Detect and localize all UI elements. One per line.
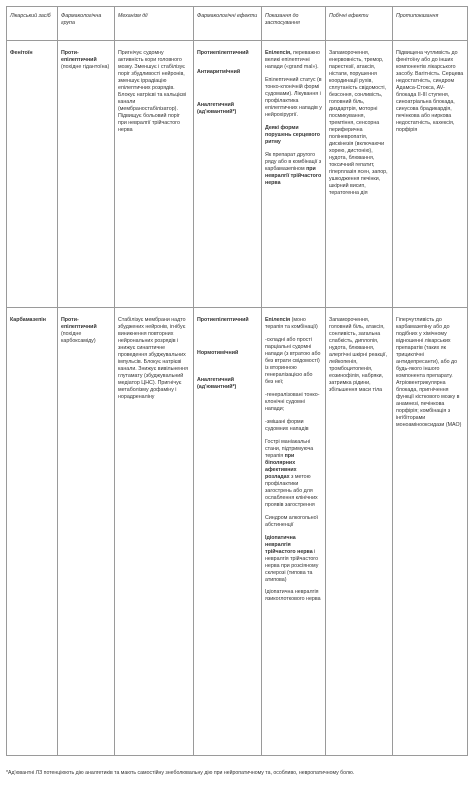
indication-item: Гострі маніакальні стани, підтримуюча терапія при біполярних афективних розладах з метою профілактики загострень або для ослаблення клінічних проявів загострення (265, 438, 318, 508)
group-cell (58, 41, 115, 308)
group-label: Проти-епілептичний (61, 317, 97, 330)
contraindications-cell (393, 308, 468, 756)
side-effects-cell (326, 41, 393, 308)
header-group: Фармакологічна група (58, 7, 115, 41)
indication-item: -змішані форми судомних нападів (265, 418, 309, 432)
group-subtitle: (похідне карбоксаміду) (61, 330, 96, 344)
side-effects-text: Запаморочення, головний біль, атаксія, сонливість, загальна слабкість, диплопія, нудота, блювання, алергічні шкірні реакції, лейкопенія, тромбоцитопенія, еозинофілія, набряки, затримка рідини, збільшення маси тіла (329, 317, 387, 393)
effect-item: Аналгетичний (ад'ювантний*) (197, 376, 237, 390)
indication-item: Деякі форми порушень серцевого ритму (265, 124, 320, 145)
header-contraindications: Протипоказання (393, 7, 468, 41)
indications-list (265, 44, 322, 187)
effects-cell (194, 308, 262, 756)
mechanism-text: Стабілізує мембрани надто збуджених нейронів, ігнібує виникнення повторних нейрональних розрядів і знижує синаптичне проведення збуджувальних імпульсів. Блокує натрієві канали. Знижує вивільнення глутамату (збуджувальний медіатор ЦНС). Пригнічує метаболізму дофаміну і норадреналіну (118, 317, 188, 400)
group-cell (58, 308, 115, 756)
side-effects-cell (326, 308, 393, 756)
indication-item: Епілепсія, переважно великі епілептичні напади («grand mal»). (265, 50, 320, 70)
header-drug: Лікарський засіб (7, 7, 58, 41)
effect-item: Протиепілептичний (197, 317, 249, 323)
mechanism-cell (115, 41, 194, 308)
indications-cell (262, 41, 326, 308)
indication-item: Ідіопатична невралгія язикоглоткового нерва (265, 589, 321, 603)
indication-item: Синдром алкогольної абстиненції (265, 514, 319, 528)
indication-item: Епілепсія (моно терапія та комбінації) (265, 317, 318, 330)
footnote: *Ад'ювантні ЛЗ потенціюють дію аналгетиків та мають самостійну знеболювальну дію при нейропатичному та, особливо, невропатичному болю. (6, 770, 355, 776)
group-label: Проти-епілептичний (61, 50, 97, 63)
table-row (7, 308, 468, 756)
indication-item: -генералізовані тонко-клонічні судомні напади; (265, 391, 320, 412)
drug-name: Фенітоїн (7, 41, 58, 308)
side-effects-text: Запаморочення, енервовність, тремор, парестезії, атаксія, ністагм, порушення координації рухів, сплутаність свідомості, безсоння, сонливість, головний біль, диздартрія, моторні посмикування, тремтіння, сенсорна периферична поліневропатія, дискінезія (включаючи хорею, дистонію), нудота, блювання, токсичний гепатит, гіперплазія ясен, запор, ушкодження печінки, шкірний висип, тератогенна дія (329, 50, 388, 196)
effect-item: Протиепілептичний (197, 50, 249, 56)
group-subtitle: (похідне гідантоїна) (61, 63, 110, 70)
header-side-effects: Побічні ефекти (326, 7, 393, 41)
table-row (7, 41, 468, 308)
contraindications-text: Підвищена чутливість до фенітоїну або до інших компонентів лікарського засобу. Вагітність. Серцева недостатність, синдром Адамса-Стокса, AV-блокада II-III ступеня, синоатріальна блокада, синусова брадикардія, печінкова або ниркова недостатність, кахексія, порфірія (396, 50, 464, 133)
indication-item: Ідіопатична невралгія трійчастого нерва і невралгія трійчастого нерва при розсіяному склерозі (типова та атипова) (265, 534, 319, 583)
indications-list (265, 311, 322, 603)
effect-item: Нормотимічний (197, 349, 239, 356)
drug-comparison-table (6, 6, 468, 756)
contraindications-cell (393, 41, 468, 308)
effect-item: Антиаритмічний (197, 68, 241, 75)
header-indications: Показання до застосування (262, 7, 326, 41)
indications-cell (262, 308, 326, 756)
header-mechanism: Механізм дії (115, 7, 194, 41)
indication-item: Як препарат другого ряду або в комбінації з карбамазепіном при невралгії трійчастого нерва (265, 151, 322, 186)
mechanism-cell (115, 308, 194, 756)
indication-item: Епілептичний статус (в тонко-клонічній формі судомами). Лікування і профілактика епілептичних нападів у нейрохірургії. (265, 76, 322, 118)
header-effects: Фармакологічні ефекти (194, 7, 262, 41)
mechanism-text: Пригнічує судомну активність кори головного мозку. Зменшує і стабілізує поріг збудливості нейронів, зменшує іррадіацію епілептичних розрядів. Блокує натрієві та кальцієві канали (мембраностабілізатор). Підвищує больовий поріг при невралгії трійчастого нерва (118, 50, 187, 133)
indication-item: -складні або прості парціальні судомні напади (з втратою або без втрати свідомості) із вторинною генералізацією або без неї; (265, 336, 321, 385)
drug-name: Карбамазепін (7, 308, 58, 756)
table-header-row (7, 7, 468, 41)
effects-cell (194, 41, 262, 308)
effect-item: Аналгетичний (ад'ювантний*) (197, 101, 237, 115)
contraindications-text: Гіперчутливість до карбамазепіну або до подібних у хімічному відношенні лікарських препаратів (таких як трициклічні антидепресанти), або до будь-якого іншого компонента препарату. Атріовентрикулярна блокада, пригнічення функції кісткового мозку в анамнезі, печінкова порфірія; комбінація з інгібіторами моноамінооксидази (МАО) (396, 317, 462, 428)
